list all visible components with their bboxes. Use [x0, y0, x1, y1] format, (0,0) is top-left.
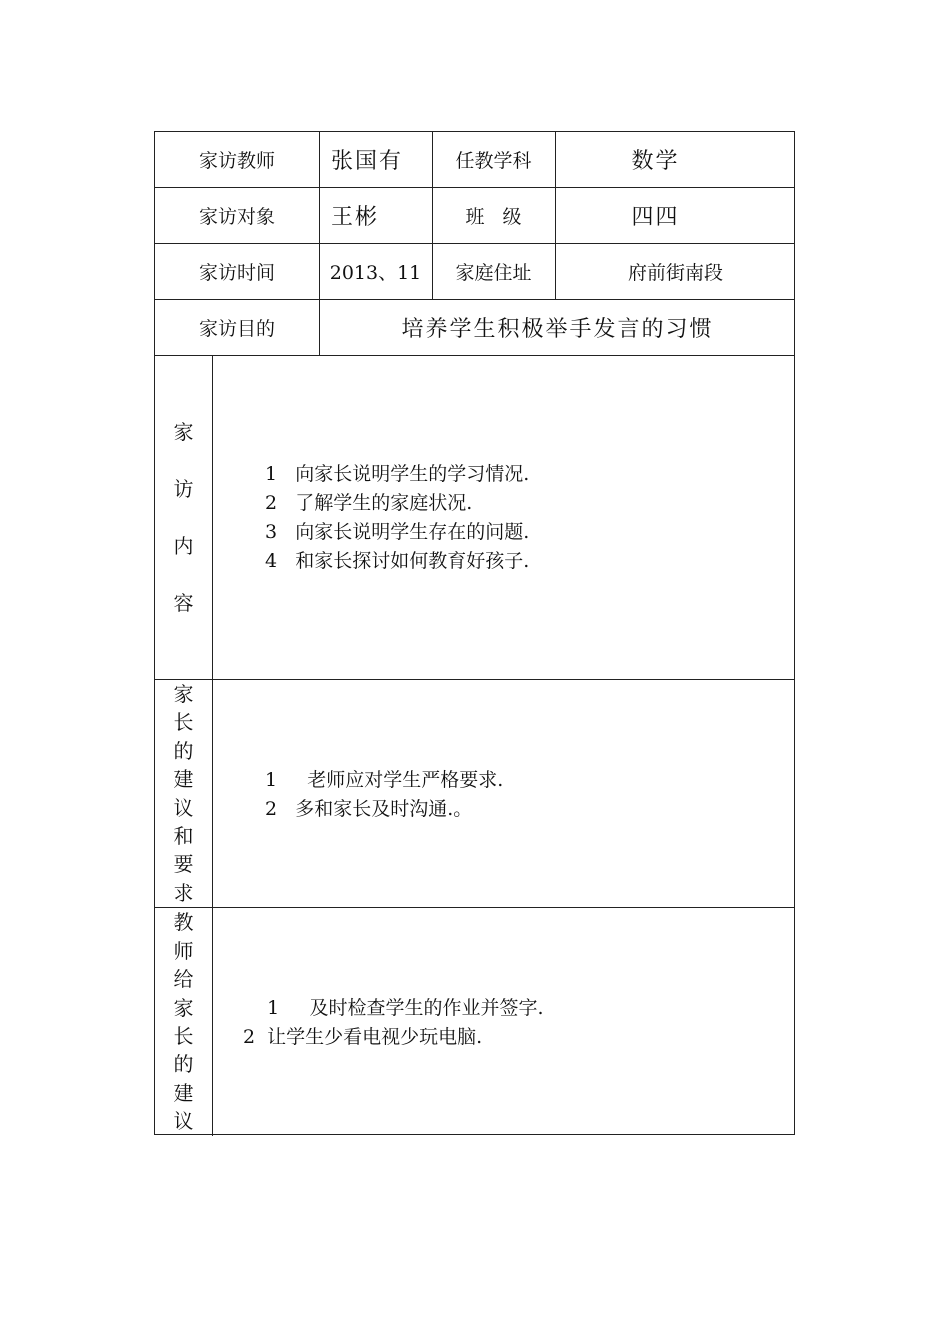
- row-divider: [155, 355, 794, 356]
- home-visit-form: [154, 131, 795, 1135]
- label-char: 内: [173, 533, 194, 558]
- label-teacher-suggestions: [155, 908, 212, 1136]
- list-item: 1 向家长说明学生的学习情况.: [265, 463, 530, 485]
- value-address: 府前街南段: [627, 262, 723, 284]
- label-char: 师: [173, 938, 194, 963]
- label-char: 议: [173, 1109, 194, 1134]
- label-visit-target: 家访对象: [198, 206, 275, 228]
- label-visit-purpose: 家访目的: [198, 318, 275, 340]
- label-char: 建: [173, 1080, 194, 1105]
- label-char: 议: [173, 795, 194, 820]
- label-class: 班 级: [465, 206, 522, 228]
- label-char: 给: [173, 967, 194, 992]
- visit-content-list: [265, 460, 529, 576]
- value-student: 王彬: [331, 205, 380, 230]
- list-item: 2 多和家长及时沟通.。: [265, 798, 473, 820]
- label-visit-time: 家访时间: [198, 262, 275, 284]
- list-item: 2 让学生少看电视少玩电脑.: [243, 1026, 483, 1048]
- label-parent-suggestions: [155, 680, 212, 907]
- teacher-suggestions-list: [243, 994, 544, 1052]
- label-subject: 任教学科: [455, 150, 532, 172]
- value-class: 四四: [631, 205, 680, 230]
- label-char: 长: [173, 1024, 194, 1048]
- label-char: 建: [173, 767, 194, 792]
- label-char: 家: [173, 681, 194, 706]
- label-char: 教: [173, 910, 194, 935]
- label-address: 家庭住址: [455, 262, 532, 284]
- label-char: 的: [173, 1052, 194, 1077]
- value-teacher: 张国有: [331, 149, 404, 174]
- label-char: 容: [173, 590, 194, 615]
- label-teacher: 家访教师: [198, 150, 275, 172]
- list-item: 2 了解学生的家庭状况.: [265, 492, 473, 514]
- label-char: 家: [173, 419, 194, 444]
- value-visit-purpose: 培养学生积极举手发言的习惯: [401, 317, 714, 342]
- label-visit-content: [155, 356, 212, 679]
- list-item: 1 老师应对学生严格要求.: [265, 769, 504, 791]
- label-char: 和: [173, 823, 194, 848]
- list-item: 4 和家长探讨如何教育好孩子.: [265, 550, 530, 572]
- value-subject: 数学: [631, 149, 680, 174]
- row-divider: [155, 679, 794, 680]
- label-char: 的: [173, 738, 194, 763]
- label-char: 求: [173, 880, 194, 905]
- col-divider: [212, 355, 213, 1136]
- label-char: 访: [173, 476, 194, 501]
- parent-suggestions-list: [265, 766, 503, 824]
- list-item: 3 向家长说明学生存在的问题.: [265, 521, 530, 543]
- label-char: 长: [173, 710, 194, 735]
- label-char: 要: [173, 852, 194, 877]
- label-char: 家: [173, 995, 194, 1020]
- row-divider: [155, 907, 794, 908]
- value-visit-time: 2013、11: [329, 262, 422, 284]
- list-item: 1 及时检查学生的作业并签字.: [243, 997, 544, 1019]
